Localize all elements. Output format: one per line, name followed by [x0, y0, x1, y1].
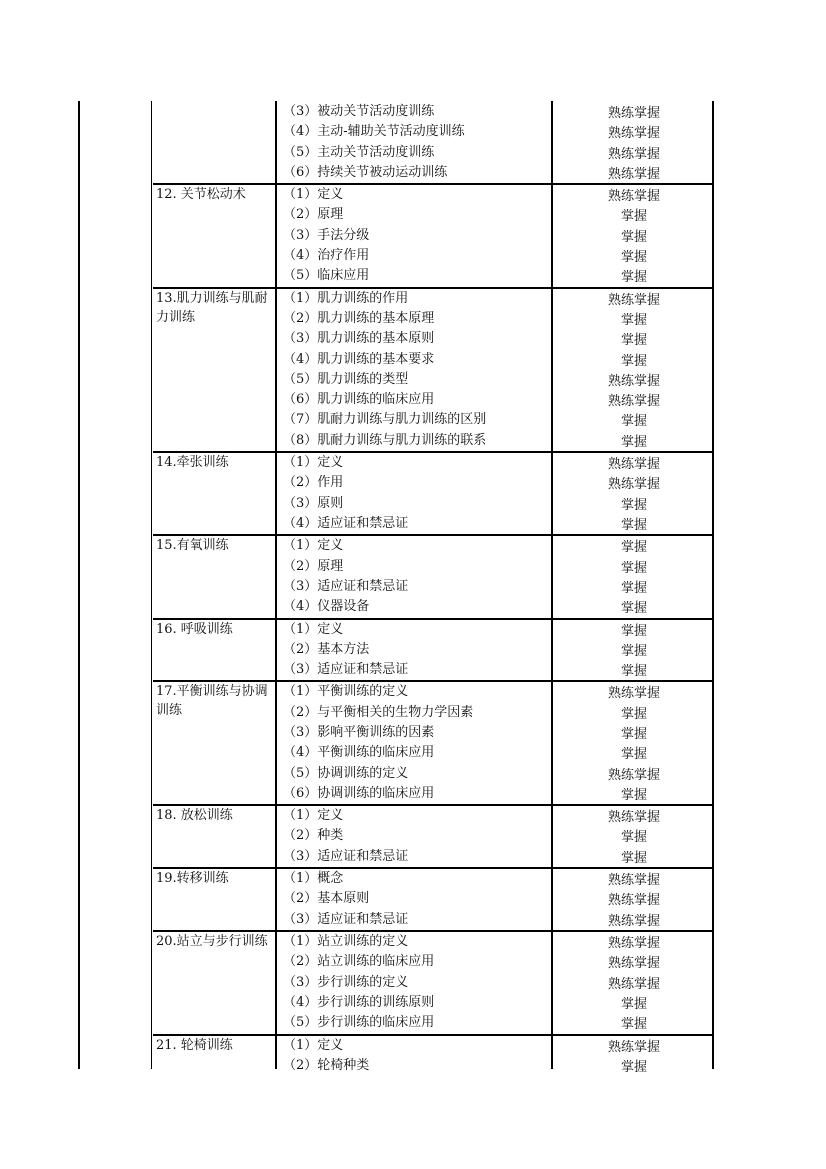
level-line: 掌握	[620, 623, 647, 639]
level-line: 掌握	[620, 850, 647, 866]
items-cell	[283, 806, 551, 867]
item-line: （1）定义	[283, 621, 344, 637]
level-line: 熟练掌握	[607, 810, 660, 826]
item-line: （4）肌力训练的基本要求	[283, 351, 435, 367]
level-line: 熟练掌握	[607, 166, 660, 182]
level-line: 熟练掌握	[607, 146, 660, 162]
items-cell	[283, 620, 551, 681]
items-cell	[283, 682, 551, 804]
items-cell	[283, 869, 551, 930]
topic-cell: 15.有氧训练	[156, 538, 229, 554]
item-line: （5）步行训练的临床应用	[283, 1015, 435, 1031]
item-line: （1）定义	[283, 538, 344, 554]
level-line: 熟练掌握	[607, 1039, 660, 1055]
item-line: （7）肌耐力训练与肌力训练的区别	[283, 412, 487, 428]
levels-cell	[556, 869, 712, 930]
levels-cell	[556, 453, 712, 534]
item-line: （1）定义	[283, 455, 344, 471]
item-line: （1）概念	[283, 871, 344, 887]
levels-cell	[556, 1036, 712, 1077]
item-line: （3）影响平衡训练的因素	[283, 724, 435, 740]
item-line: （2）种类	[283, 828, 344, 844]
item-line: （4）适应证和禁忌证	[283, 515, 409, 531]
level-line: 掌握	[620, 1059, 647, 1075]
items-cell	[283, 185, 551, 286]
level-line: 熟练掌握	[607, 292, 660, 308]
level-line: 掌握	[620, 353, 647, 369]
level-line: 掌握	[620, 601, 647, 617]
item-line: （1）站立训练的定义	[283, 934, 409, 949]
levels-cell	[556, 682, 712, 804]
item-line: （2）基本方法	[283, 641, 370, 657]
level-line: 掌握	[620, 540, 647, 556]
level-line: 熟练掌握	[607, 873, 660, 889]
level-line: 熟练掌握	[607, 767, 660, 783]
item-line: （5）肌力训练的类型	[283, 371, 409, 387]
level-line: 掌握	[620, 333, 647, 349]
topic-cell: 20.站立与步行训练	[156, 934, 268, 949]
level-line: 掌握	[620, 664, 647, 680]
level-line: 掌握	[620, 706, 647, 722]
levels-cell	[556, 806, 712, 867]
topic-cell: 12. 关节松动术	[156, 187, 246, 203]
level-line: 熟练掌握	[607, 956, 660, 972]
item-line: （6）协调训练的临床应用	[283, 785, 435, 801]
table-row	[78, 620, 714, 681]
items-cell	[283, 536, 551, 617]
level-line: 掌握	[620, 497, 647, 513]
topic-cell: 16. 呼吸训练	[156, 621, 233, 637]
levels-cell	[556, 620, 712, 681]
item-line: （2）原理	[283, 207, 344, 223]
table-row	[78, 453, 714, 534]
item-line: （3）被动关节活动度训练	[283, 104, 435, 119]
level-line: 掌握	[620, 270, 647, 286]
table-row	[78, 682, 714, 804]
items-cell	[283, 289, 551, 451]
level-line: 熟练掌握	[607, 976, 660, 992]
item-line: （1）肌力训练的作用	[283, 290, 409, 306]
level-line: 掌握	[620, 312, 647, 328]
level-line: 掌握	[620, 1017, 647, 1033]
item-line: （2）轮椅种类	[283, 1057, 370, 1073]
table-row	[78, 289, 714, 451]
item-line: （5）协调训练的定义	[283, 765, 409, 781]
items-cell	[283, 453, 551, 534]
item-line: （2）原理	[283, 558, 344, 574]
topic-cell: 18. 放松训练	[156, 808, 233, 824]
item-line: （6）持续关节被动运动训练	[283, 164, 448, 180]
items-cell	[283, 932, 551, 1033]
item-line: （4）步行训练的训练原则	[283, 994, 435, 1010]
item-line: （4）治疗作用	[283, 248, 370, 264]
level-line: 熟练掌握	[607, 893, 660, 909]
levels-cell	[556, 289, 712, 451]
table-row	[78, 102, 714, 183]
item-line: （2）与平衡相关的生物力学因素	[283, 704, 474, 720]
level-line: 熟练掌握	[607, 106, 660, 121]
level-line: 掌握	[620, 747, 647, 763]
item-line: （5）主动关节活动度训练	[283, 144, 435, 160]
topic-cell: 13.肌力训练与肌耐力训练	[156, 290, 268, 325]
items-cell	[283, 1036, 551, 1077]
topic-cell: 21. 轮椅训练	[156, 1037, 233, 1053]
table-row	[78, 869, 714, 930]
level-line: 掌握	[620, 580, 647, 596]
level-line: 熟练掌握	[607, 457, 660, 473]
level-line: 熟练掌握	[607, 686, 660, 702]
item-line: （4）平衡训练的临床应用	[283, 745, 435, 761]
item-line: （2）作用	[283, 475, 344, 491]
level-line: 掌握	[620, 250, 647, 266]
item-line: （1）平衡训练的定义	[283, 684, 409, 700]
topic-cell: 14.牵张训练	[156, 455, 229, 471]
level-line: 熟练掌握	[607, 936, 660, 951]
levels-cell	[556, 185, 712, 286]
topic-cell: 17.平衡训练与协调训练	[156, 684, 268, 719]
item-line: （3）肌力训练的基本原则	[283, 331, 435, 347]
table-row	[78, 536, 714, 617]
item-line: （3）适应证和禁忌证	[283, 911, 409, 927]
level-line: 掌握	[620, 830, 647, 846]
item-line: （1）定义	[283, 808, 344, 824]
table-row	[78, 185, 714, 287]
item-line: （6）肌力训练的临床应用	[283, 392, 435, 408]
item-line: （3）适应证和禁忌证	[283, 848, 409, 864]
level-line: 掌握	[620, 643, 647, 659]
item-line: （8）肌耐力训练与肌力训练的联系	[283, 432, 487, 448]
table-row	[78, 1036, 714, 1077]
item-line: （4）主动-辅助关节活动度训练	[283, 124, 465, 140]
item-line: （3）适应证和禁忌证	[283, 578, 409, 594]
item-line: （2）基本原则	[283, 891, 370, 907]
levels-cell	[556, 102, 712, 183]
levels-cell	[556, 932, 712, 1033]
items-cell	[283, 102, 551, 183]
level-line: 掌握	[620, 414, 647, 430]
item-line: （2）肌力训练的基本原理	[283, 310, 435, 326]
level-line: 掌握	[620, 517, 647, 533]
level-line: 掌握	[620, 434, 647, 450]
item-line: （1）定义	[283, 1037, 344, 1053]
level-line: 熟练掌握	[607, 126, 660, 142]
item-line: （1）定义	[283, 187, 344, 203]
level-line: 熟练掌握	[607, 373, 660, 389]
level-line: 熟练掌握	[607, 189, 660, 205]
level-line: 掌握	[620, 560, 647, 576]
table-row	[78, 932, 714, 1034]
item-line: （2）站立训练的临床应用	[283, 954, 435, 970]
item-line: （3）步行训练的定义	[283, 974, 409, 990]
level-line: 掌握	[620, 229, 647, 245]
level-line: 熟练掌握	[607, 394, 660, 410]
item-line: （3）手法分级	[283, 227, 370, 243]
level-line: 掌握	[620, 209, 647, 225]
item-line: （3）适应证和禁忌证	[283, 662, 409, 678]
level-line: 掌握	[620, 726, 647, 742]
topic-cell: 19.转移训练	[156, 871, 229, 887]
table-row	[78, 806, 714, 867]
levels-cell	[556, 536, 712, 617]
item-line: （3）原则	[283, 495, 344, 511]
level-line: 熟练掌握	[607, 477, 660, 493]
item-line: （5）临床应用	[283, 268, 370, 284]
level-line: 熟练掌握	[607, 913, 660, 929]
item-line: （4）仪器设备	[283, 599, 370, 615]
level-line: 掌握	[620, 787, 647, 803]
level-line: 掌握	[620, 996, 647, 1012]
syllabus-table	[78, 101, 714, 1075]
